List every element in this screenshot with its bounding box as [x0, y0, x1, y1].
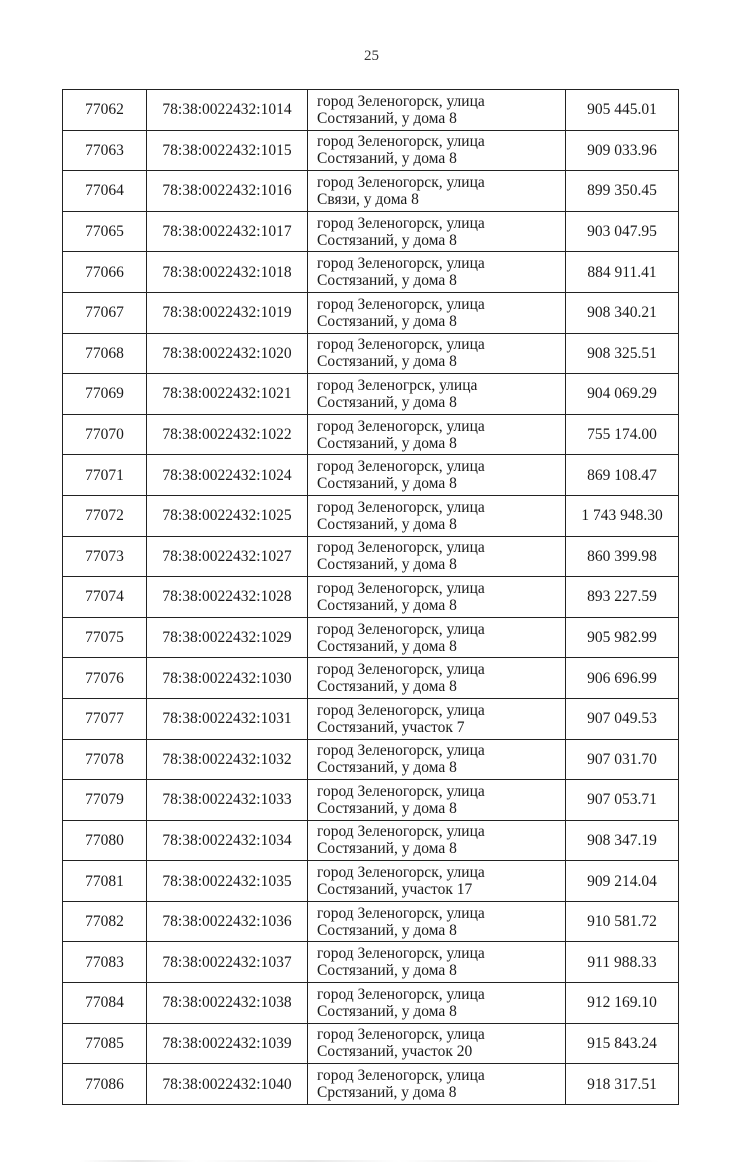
- address-line-1: город Зеленогорск, улица: [317, 336, 485, 354]
- address-line-1: город Зеленогорск, улица: [317, 295, 485, 313]
- row-number-cell: 77082: [63, 901, 147, 942]
- address-line-1: город Зеленогорск, улица: [317, 1026, 485, 1044]
- address-cell: [308, 374, 566, 415]
- row-number-cell: 77081: [63, 861, 147, 902]
- address-line-1: город Зеленогорск, улица: [317, 417, 485, 435]
- cadastral-number-cell: 78:38:0022432:1020: [147, 333, 308, 374]
- cadastral-number-cell: 78:38:0022432:1024: [147, 455, 308, 496]
- row-number-cell: 77069: [63, 374, 147, 415]
- row-number-cell: 77084: [63, 983, 147, 1024]
- cadastral-number-cell: 78:38:0022432:1025: [147, 495, 308, 536]
- address-line-1: город Зеленогорск, улица: [317, 985, 485, 1003]
- address-line-2: Состязаний, у дома 8: [317, 759, 457, 777]
- address-line-1: город Зеленогорск, улица: [317, 1067, 485, 1085]
- address-cell: [308, 577, 566, 618]
- row-number-cell: 77078: [63, 739, 147, 780]
- address-cell: [308, 698, 566, 739]
- value-cell: 910 581.72: [566, 901, 679, 942]
- value-cell: 908 347.19: [566, 820, 679, 861]
- row-number-cell: 77085: [63, 1023, 147, 1064]
- value-cell: 755 174.00: [566, 414, 679, 455]
- row-number-cell: 77064: [63, 171, 147, 212]
- address-cell: [308, 901, 566, 942]
- address-line-1: город Зеленогорск, улица: [317, 864, 485, 882]
- table-body: [63, 90, 679, 1105]
- address-line-2: Состязаний, у дома 8: [317, 434, 457, 452]
- address-line-2: Состязаний, у дома 8: [317, 1002, 457, 1020]
- row-number-cell: 77075: [63, 617, 147, 658]
- address-line-2: Состязаний, у дома 8: [317, 353, 457, 371]
- cadastral-number-cell: 78:38:0022432:1018: [147, 252, 308, 293]
- address-cell: [308, 130, 566, 171]
- row-number-cell: 77076: [63, 658, 147, 699]
- row-number-cell: 77072: [63, 495, 147, 536]
- address-cell: [308, 617, 566, 658]
- address-cell: [308, 171, 566, 212]
- value-cell: 907 031.70: [566, 739, 679, 780]
- table-row: [63, 1023, 679, 1064]
- value-cell: 884 911.41: [566, 252, 679, 293]
- page-number: 25: [364, 48, 379, 64]
- table-row: [63, 414, 679, 455]
- row-number-cell: 77080: [63, 820, 147, 861]
- address-cell: [308, 333, 566, 374]
- value-cell: 1 743 948.30: [566, 495, 679, 536]
- address-line-2: Состязаний, у дома 8: [317, 515, 457, 533]
- cadastral-number-cell: 78:38:0022432:1040: [147, 1064, 308, 1105]
- address-cell: [308, 1064, 566, 1105]
- table-row: [63, 455, 679, 496]
- address-line-1: город Зеленогорск, улица: [317, 539, 485, 557]
- scan-artifact: [80, 1160, 660, 1162]
- table-row: [63, 617, 679, 658]
- value-cell: 860 399.98: [566, 536, 679, 577]
- address-line-2: Состязаний, участок 17: [317, 881, 473, 899]
- address-line-1: город Зеленогорск, улица: [317, 661, 485, 679]
- address-line-1: город Зеленогорск, улица: [317, 173, 485, 191]
- address-line-2: Состязаний, у дома 8: [317, 109, 457, 127]
- address-line-1: город Зеленогорск, улица: [317, 133, 485, 151]
- address-line-1: город Зеленогорск, улица: [317, 945, 485, 963]
- value-cell: 899 350.45: [566, 171, 679, 212]
- address-line-1: город Зеленогорск, улица: [317, 255, 485, 273]
- table-row: [63, 90, 679, 131]
- address-line-2: Состязаний, у дома 8: [317, 231, 457, 249]
- address-cell: [308, 658, 566, 699]
- row-number-cell: 77071: [63, 455, 147, 496]
- row-number-cell: 77063: [63, 130, 147, 171]
- row-number-cell: 77067: [63, 292, 147, 333]
- address-line-1: город Зеленогорск, улица: [317, 904, 485, 922]
- row-number-cell: 77086: [63, 1064, 147, 1105]
- cadastral-number-cell: 78:38:0022432:1017: [147, 211, 308, 252]
- cadastral-number-cell: 78:38:0022432:1039: [147, 1023, 308, 1064]
- table-row: [63, 739, 679, 780]
- address-line-2: Состязаний, у дома 8: [317, 475, 457, 493]
- table-row: [63, 577, 679, 618]
- address-line-1: город Зеленогорск, улица: [317, 701, 485, 719]
- address-cell: [308, 414, 566, 455]
- value-cell: 915 843.24: [566, 1023, 679, 1064]
- address-cell: [308, 211, 566, 252]
- address-cell: [308, 495, 566, 536]
- cadastral-number-cell: 78:38:0022432:1016: [147, 171, 308, 212]
- cadastral-number-cell: 78:38:0022432:1036: [147, 901, 308, 942]
- address-cell: [308, 90, 566, 131]
- address-line-2: Состязаний, у дома 8: [317, 272, 457, 290]
- address-line-2: Состязаний, у дома 8: [317, 596, 457, 614]
- address-line-1: город Зеленогорск, улица: [317, 823, 485, 841]
- value-cell: 906 696.99: [566, 658, 679, 699]
- table-row: [63, 780, 679, 821]
- address-line-2: Состязаний, у дома 8: [317, 393, 457, 411]
- table-row: [63, 292, 679, 333]
- address-cell: [308, 780, 566, 821]
- row-number-cell: 77074: [63, 577, 147, 618]
- value-cell: 869 108.47: [566, 455, 679, 496]
- cadastral-number-cell: 78:38:0022432:1021: [147, 374, 308, 415]
- row-number-cell: 77068: [63, 333, 147, 374]
- address-line-2: Связи, у дома 8: [317, 190, 419, 208]
- table-row: [63, 698, 679, 739]
- address-cell: [308, 820, 566, 861]
- table-row: [63, 820, 679, 861]
- address-line-2: Состязаний, у дома 8: [317, 921, 457, 939]
- table-row: [63, 861, 679, 902]
- value-cell: 908 325.51: [566, 333, 679, 374]
- table-row: [63, 495, 679, 536]
- cadastral-number-cell: 78:38:0022432:1029: [147, 617, 308, 658]
- address-line-2: Состязаний, у дома 8: [317, 312, 457, 330]
- cadastral-number-cell: 78:38:0022432:1015: [147, 130, 308, 171]
- cadastral-number-cell: 78:38:0022432:1014: [147, 90, 308, 131]
- value-cell: 909 214.04: [566, 861, 679, 902]
- address-cell: [308, 1023, 566, 1064]
- value-cell: 909 033.96: [566, 130, 679, 171]
- value-cell: 907 053.71: [566, 780, 679, 821]
- address-line-1: город Зеленогорск, улица: [317, 620, 485, 638]
- row-number-cell: 77077: [63, 698, 147, 739]
- address-line-2: Состязаний, у дома 8: [317, 637, 457, 655]
- cadastral-number-cell: 78:38:0022432:1034: [147, 820, 308, 861]
- address-line-2: Состязаний, участок 7: [317, 718, 465, 736]
- cadastral-number-cell: 78:38:0022432:1027: [147, 536, 308, 577]
- cadastral-number-cell: 78:38:0022432:1022: [147, 414, 308, 455]
- address-line-2: Состязаний, у дома 8: [317, 150, 457, 168]
- row-number-cell: 77070: [63, 414, 147, 455]
- address-line-2: Состязаний, у дома 8: [317, 962, 457, 980]
- row-number-cell: 77065: [63, 211, 147, 252]
- row-number-cell: 77073: [63, 536, 147, 577]
- table-row: [63, 333, 679, 374]
- address-line-1: город Зеленогорск, улица: [317, 498, 485, 516]
- cadastral-number-cell: 78:38:0022432:1028: [147, 577, 308, 618]
- address-cell: [308, 536, 566, 577]
- address-line-1: город Зеленогорск, улица: [317, 742, 485, 760]
- value-cell: 903 047.95: [566, 211, 679, 252]
- address-line-1: город Зеленогорск, улица: [317, 579, 485, 597]
- value-cell: 905 982.99: [566, 617, 679, 658]
- value-cell: 911 988.33: [566, 942, 679, 983]
- value-cell: 893 227.59: [566, 577, 679, 618]
- table-row: [63, 1064, 679, 1105]
- table-row: [63, 901, 679, 942]
- address-cell: [308, 739, 566, 780]
- value-cell: 907 049.53: [566, 698, 679, 739]
- row-number-cell: 77066: [63, 252, 147, 293]
- address-cell: [308, 252, 566, 293]
- address-cell: [308, 455, 566, 496]
- cadastral-number-cell: 78:38:0022432:1032: [147, 739, 308, 780]
- table-row: [63, 374, 679, 415]
- table-row: [63, 211, 679, 252]
- value-cell: 904 069.29: [566, 374, 679, 415]
- address-cell: [308, 292, 566, 333]
- value-cell: 912 169.10: [566, 983, 679, 1024]
- address-line-2: Состязаний, участок 20: [317, 1043, 473, 1061]
- value-cell: 905 445.01: [566, 90, 679, 131]
- address-line-1: город Зеленогрск, улица: [317, 376, 478, 394]
- value-cell: 908 340.21: [566, 292, 679, 333]
- cadastral-number-cell: 78:38:0022432:1037: [147, 942, 308, 983]
- address-cell: [308, 983, 566, 1024]
- address-cell: [308, 942, 566, 983]
- table-row: [63, 171, 679, 212]
- table-row: [63, 130, 679, 171]
- address-line-1: город Зеленогорск, улица: [317, 214, 485, 232]
- address-line-1: город Зеленогорск, улица: [317, 782, 485, 800]
- address-line-2: Состязаний, у дома 8: [317, 556, 457, 574]
- cadastral-number-cell: 78:38:0022432:1031: [147, 698, 308, 739]
- address-line-1: город Зеленогорск, улица: [317, 458, 485, 476]
- address-line-2: Состязаний, у дома 8: [317, 678, 457, 696]
- table-row: [63, 942, 679, 983]
- table-row: [63, 983, 679, 1024]
- table-row: [63, 536, 679, 577]
- cadastral-number-cell: 78:38:0022432:1030: [147, 658, 308, 699]
- address-line-2: Состязаний, у дома 8: [317, 799, 457, 817]
- address-line-2: Состязаний, у дома 8: [317, 840, 457, 858]
- table-row: [63, 658, 679, 699]
- cadastral-number-cell: 78:38:0022432:1033: [147, 780, 308, 821]
- value-cell: 918 317.51: [566, 1064, 679, 1105]
- row-number-cell: 77062: [63, 90, 147, 131]
- table-row: [63, 252, 679, 293]
- land-plots-table: [62, 89, 679, 1105]
- cadastral-number-cell: 78:38:0022432:1035: [147, 861, 308, 902]
- cadastral-number-cell: 78:38:0022432:1038: [147, 983, 308, 1024]
- address-cell: [308, 861, 566, 902]
- address-line-1: город Зеленогорск, улица: [317, 92, 485, 110]
- address-line-2: Срстязаний, у дома 8: [317, 1084, 457, 1102]
- cadastral-number-cell: 78:38:0022432:1019: [147, 292, 308, 333]
- row-number-cell: 77079: [63, 780, 147, 821]
- row-number-cell: 77083: [63, 942, 147, 983]
